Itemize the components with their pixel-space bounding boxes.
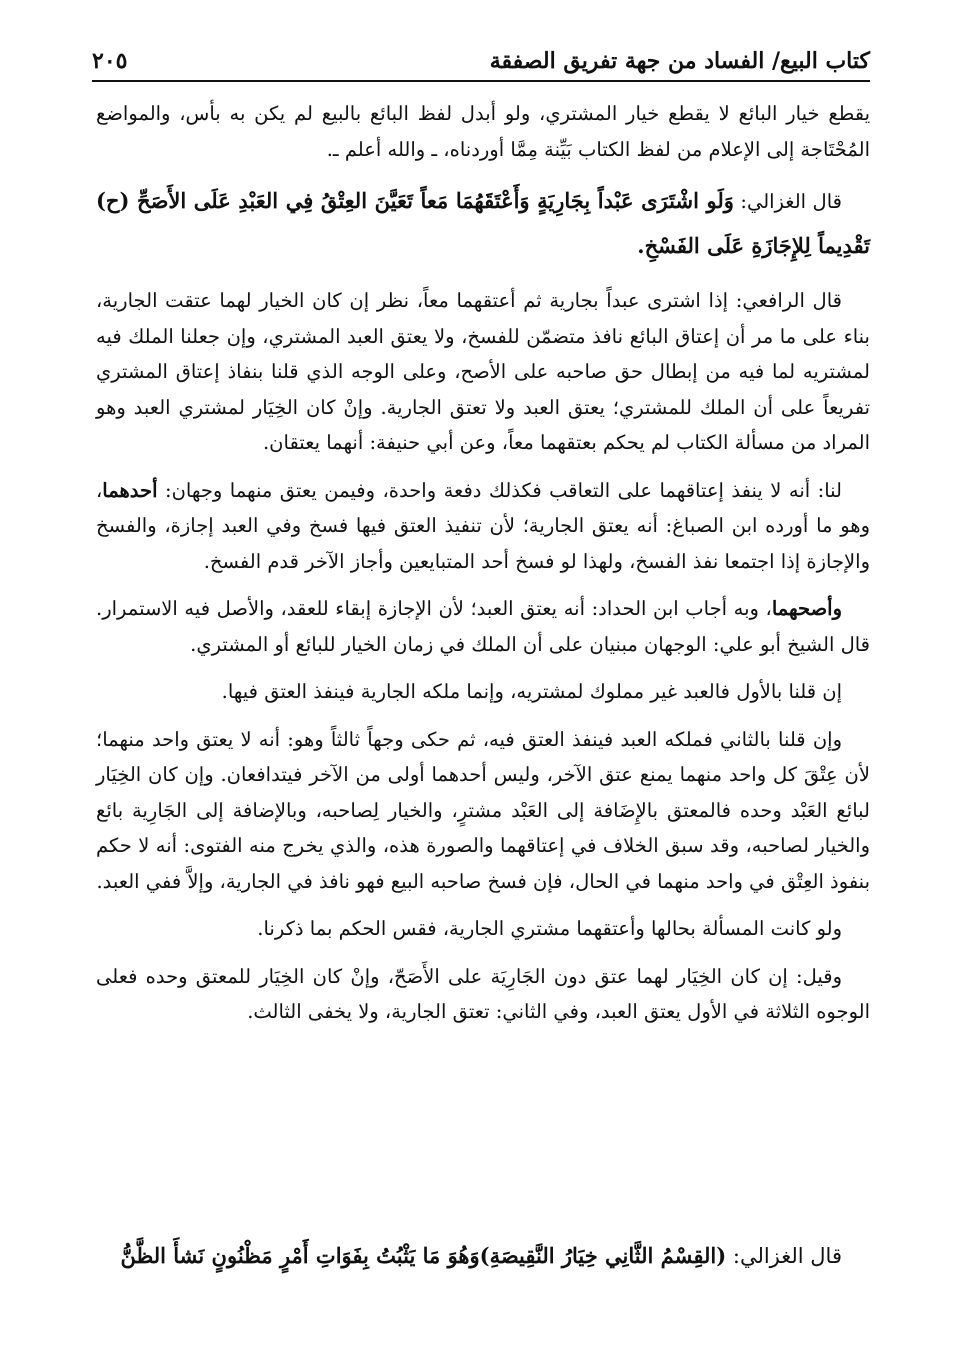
page-number: ٢٠٥ bbox=[92, 48, 128, 74]
speaker-label: قال الغزالي: bbox=[726, 1244, 842, 1268]
page-header bbox=[92, 34, 870, 74]
running-title: كتاب البيع/ الفساد من جهة تفريق الصفقة bbox=[489, 48, 870, 74]
paragraph-part: ، وبه أجاب ابن الحداد: أنه يعتق العبد؛ لأن الإجازة إبقاء للعقد، والأصل فيه الاستمرار. قال الشيخ أبو علي: الوجهان مبنيان على أن الملك في زمان الخيار للبائع أو المشتري. bbox=[96, 597, 870, 656]
paragraph bbox=[96, 591, 870, 662]
paragraph bbox=[96, 473, 870, 580]
body-text bbox=[96, 96, 870, 1042]
paragraph: إن قلنا بالأول فالعبد غير مملوك لمشتريه، وإنما ملكه الجارية فينفذ العتق فيها. bbox=[221, 680, 842, 703]
matn-paragraph bbox=[96, 179, 870, 269]
paragraph: ولو كانت المسألة بحالها وأعتقهما مشتري الجارية، فقس الحكم بما ذكرنا. bbox=[257, 917, 842, 940]
matn-text: وَلَو اشْتَرَى عَبْداً بِجَارِيَةٍ وَأَعْتَقَهُمَا مَعاً تَعَيَّنَ العِتْقُ فِي العَبْدِ عَلَى الأَصَحِّ (ح) تَقْدِيماً لِلإِجَازَةِ عَلَى الفَسْخِ. bbox=[96, 188, 870, 258]
speaker-label: قال الغزالي: bbox=[733, 190, 842, 213]
paragraph: قال الرافعي: إذا اشترى عبداً بجارية ثم أعتقهما معاً، نظر إن كان الخيار لهما عتقت الجارية، بناء على ما مر أن إعتاق البائع نافذ متضمّن للفسخ، ولا يعتق العبد المشتري، وإن جعلنا الملك فيه لمشتريه لما فيه من إبطال حق صاحبه على الأصح، وعلى الوجه الذي قلنا بنفاذ إعتاق المشتري تفريعاً على أن الملك للمشتري؛ يعتق العبد ولا تعتق الجارية. وإنْ كان الخِيَار لمشتري العبد وهو المراد من مسألة الكتاب لم يحكم بعتقهما معاً، وعن أبي حنيفة: أنهما يعتقان. bbox=[96, 289, 870, 454]
paragraph-part: ، وهو ما أورده ابن الصباغ: أنه يعتق الجارية؛ لأن تنفيذ العتق فيها فسخ وفي العبد إجازة، والفسخ والإجازة إذا اجتمعا نفذ الفسخ، ولهذا لو فسخ أحد المتبايعين وأجاز الآخر قدم الفسخ. bbox=[96, 478, 870, 573]
paragraph: وإن قلنا بالثاني فملكه العبد فينفذ العتق فيه، ثم حكى وجهاً ثالثاً وهو: أنه لا يعتق واحد منهما؛ لأن عِتْقَ كل واحد منهما يمنع عتق الآخر، وليس أحدهما أولى من الآخر فيتدافعان. وإن كان الخِيَار لبائع العَبْد وحده فالمعتق بالإِضَافة إلى العَبْد مشترٍ، والخيار لِصاحبه، وبالإضافة إلى الجَارِية بائع والخيار لصاحبه، وقد سبق الخلاف في إعتاقهما والصورة هذه، والذي يخرج منه الفتوى: أنه لا حكم بنفوذ العِتْق في واحد منهما في الحال، فإن فسخ صاحبه البيع فهو نافذ في الجارية، وإلاَّ ففي العبد. bbox=[96, 727, 870, 893]
matn-last-line bbox=[96, 1236, 870, 1276]
paragraph: وقيل: إن كان الخِيَار لهما عتق دون الجَارِيَة على الأَصَحّ، وإنْ كان الخِيَار للمعتق وحده فعلى الوجوه الثلاثة في الأول يعتق العبد، وفي الثاني: تعتق الجارية، ولا يخفى الثالث. bbox=[96, 964, 870, 1023]
keyword: أحدهما bbox=[102, 478, 158, 502]
paragraph-part: لنا: أنه لا ينفذ إعتاقهما على التعاقب فكذلك دفعة واحدة، وفيمن يعتق منهما وجهان: bbox=[157, 478, 842, 502]
paragraph: يقطع خيار البائع لا يقطع خيار المشتري، ولو أبدل لفظ البائع بالبيع لم يكن به بأس، والمواضع المُحْتَاجة إلى الإعلام من لفظ الكتاب بَيِّنة مِمَّا أوردناه، ـ والله أعلم ـ. bbox=[96, 102, 870, 161]
matn-text: (القِسْمُ الثَّانِي خِيَارُ النَّقِيصَةِ)وَهُوَ مَا يَثْبُتُ بِفَوَاتِ أَمْرٍ مَظْنُونٍ نَشأَ الظَّنُّ bbox=[120, 1243, 727, 1268]
keyword: وأصحهما bbox=[771, 597, 842, 620]
header-rule bbox=[92, 80, 870, 82]
